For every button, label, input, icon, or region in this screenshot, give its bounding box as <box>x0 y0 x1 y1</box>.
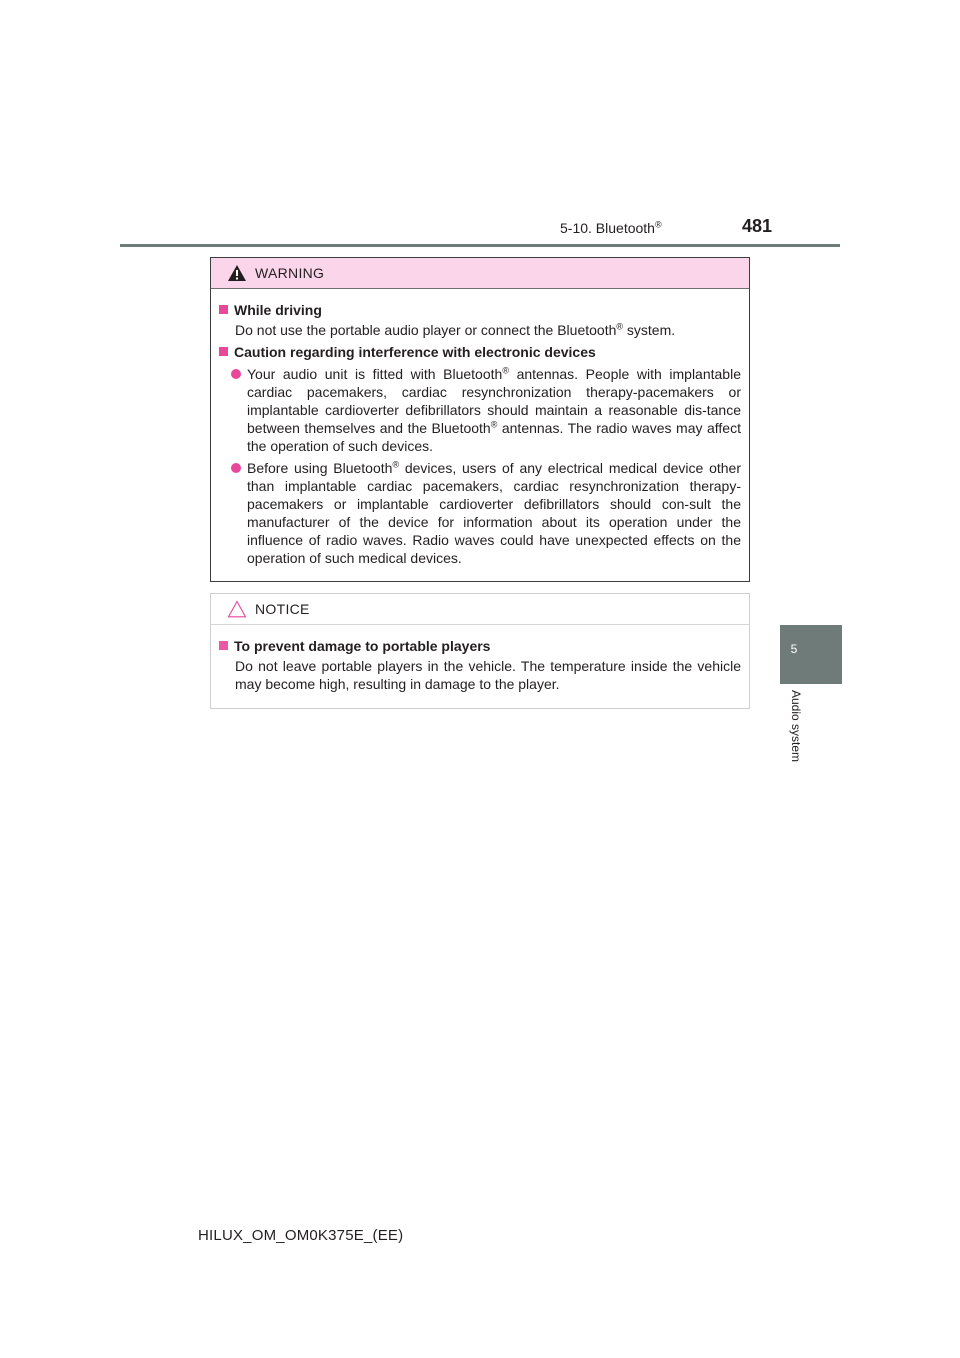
chapter-title: Audio system <box>789 690 803 763</box>
notice-box <box>210 593 750 709</box>
chapter-number: 5 <box>790 642 798 656</box>
section-paragraph: Do not use the portable audio player or connect the Bluetooth® system. <box>235 321 676 338</box>
document-code: HILUX_OM_OM0K375E_(EE) <box>198 1227 404 1244</box>
circle-bullet-icon <box>231 369 241 379</box>
square-bullet-icon <box>219 305 228 314</box>
warning-section-interference <box>219 343 741 567</box>
section-paragraph: Do not leave portable players in the vehicle. The temperature inside the vehicle may become high, resulting in damage to the player. <box>235 658 741 692</box>
caution-icon <box>227 600 247 618</box>
chapter-tab[interactable] <box>780 625 842 684</box>
header-divider <box>120 244 840 247</box>
section-heading: While driving <box>234 302 322 318</box>
notice-body <box>211 625 749 693</box>
circle-bullet-icon <box>231 463 241 473</box>
page-number: 481 <box>742 216 773 236</box>
list-item: Your audio unit is fitted with Bluetooth® antennas. People with implantable cardiac pacemakers, cardiac resynchronization therapy-pacemakers or implantable cardioverter defibrillators should maintain a reasonable dis-tance between themselves and the Bluetooth® antennas. The radio waves may affect the operation of such devices. <box>219 365 741 455</box>
warning-box <box>210 257 750 582</box>
square-bullet-icon <box>219 641 228 650</box>
section-heading: To prevent damage to portable players <box>234 638 491 654</box>
notice-label: NOTICE <box>255 601 310 617</box>
warning-body <box>211 289 749 567</box>
section-heading: Caution regarding interference with electronic devices <box>234 344 596 360</box>
warning-header <box>211 258 749 289</box>
warning-label: WARNING <box>255 265 325 281</box>
section-title: 5-10. Bluetooth® <box>560 219 662 236</box>
square-bullet-icon <box>219 347 228 356</box>
warning-section-driving <box>219 301 741 339</box>
list-item: Before using Bluetooth® devices, users of any electrical medical device other than implantable cardiac pacemakers, cardiac resynchronization therapy-pacemakers or implantable cardioverter defibrillators should con-sult the manufacturer of the device for information about its operation under the influence of radio waves. Radio waves could have unexpected effects on the operation of such medical devices. <box>219 459 741 567</box>
warning-icon <box>227 264 247 282</box>
notice-header <box>211 594 749 625</box>
